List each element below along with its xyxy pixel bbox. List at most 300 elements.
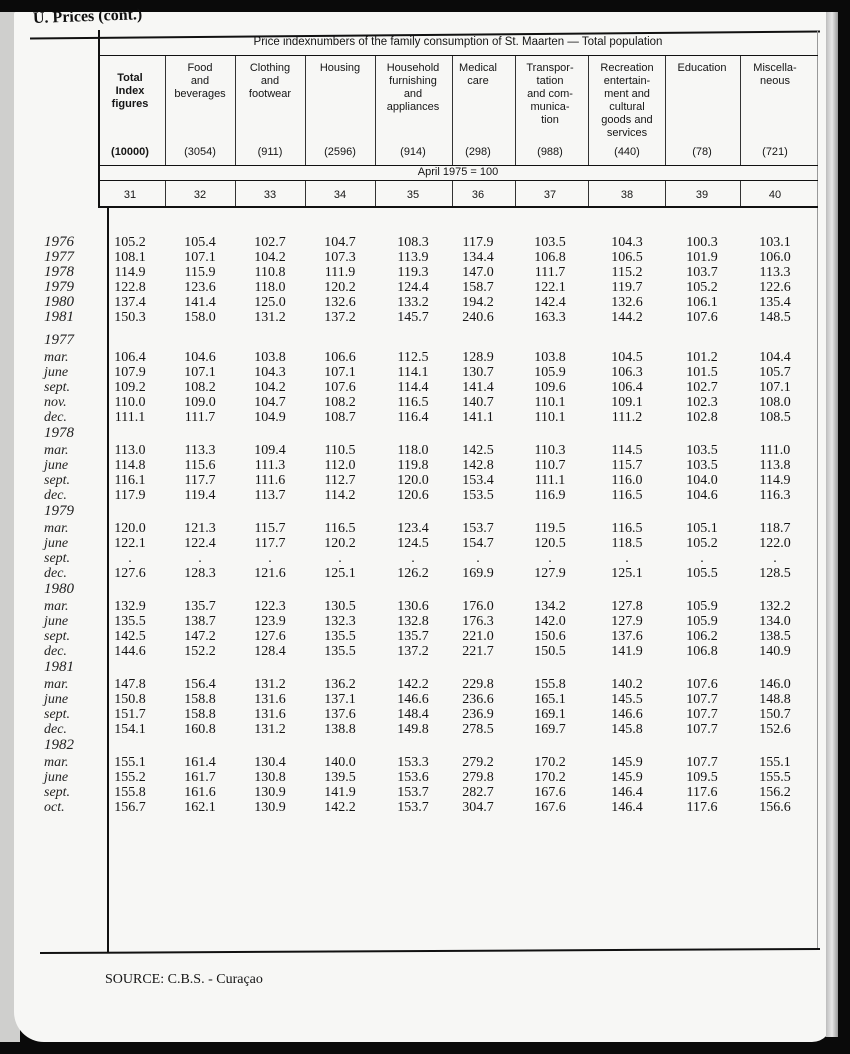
table-cell: 107.9 bbox=[114, 365, 146, 380]
table-cell: 104.9 bbox=[254, 410, 286, 425]
table-cell: 140.2 bbox=[611, 677, 643, 692]
table-cell: 116.4 bbox=[397, 410, 429, 425]
table-cell: 146.4 bbox=[611, 785, 643, 800]
page-edge bbox=[826, 12, 838, 1037]
table-cell: 135.7 bbox=[397, 629, 429, 644]
table-cell: 123.6 bbox=[184, 280, 216, 295]
column-weight: (298) bbox=[465, 146, 491, 158]
table-cell: 120.0 bbox=[397, 473, 429, 488]
table-cell: 132.3 bbox=[324, 614, 356, 629]
table-cell: 104.7 bbox=[254, 395, 286, 410]
table-cell: 142.5 bbox=[114, 629, 146, 644]
table-cell: 115.9 bbox=[184, 265, 216, 280]
table-cell: 106.8 bbox=[534, 250, 566, 265]
table-cell: . bbox=[338, 551, 342, 566]
table-cell: 176.3 bbox=[462, 614, 494, 629]
table-cell: 155.5 bbox=[759, 770, 791, 785]
table-cell: 122.6 bbox=[759, 280, 791, 295]
table-cell: 236.6 bbox=[462, 692, 494, 707]
table-cell: 107.1 bbox=[324, 365, 356, 380]
table-cell: 107.6 bbox=[686, 677, 718, 692]
table-cell: 109.0 bbox=[184, 395, 216, 410]
table-cell: 150.5 bbox=[534, 644, 566, 659]
table-cell: 104.6 bbox=[686, 488, 718, 503]
table-cell: 155.1 bbox=[759, 755, 791, 770]
base-note: April 1975 = 100 bbox=[417, 166, 499, 178]
year-label: 1978 bbox=[44, 425, 74, 441]
table-cell: 122.3 bbox=[254, 599, 286, 614]
table-cell: 120.0 bbox=[114, 521, 146, 536]
table-cell: 101.2 bbox=[686, 350, 718, 365]
table-cell: 117.7 bbox=[254, 536, 286, 551]
table-cell: 114.5 bbox=[611, 443, 643, 458]
year-label: 1982 bbox=[44, 737, 74, 753]
year-label: 1980 bbox=[44, 294, 74, 310]
row-label: mar. bbox=[44, 350, 69, 365]
table-cell: 121.6 bbox=[254, 566, 286, 581]
table-cell: 104.2 bbox=[254, 380, 286, 395]
source-note: SOURCE: C.B.S. - Curaçao bbox=[105, 972, 263, 987]
row-label: mar. bbox=[44, 599, 69, 614]
table-cell: 130.9 bbox=[254, 800, 286, 815]
table-cell: 153.5 bbox=[462, 488, 494, 503]
column-header: Food and beverages bbox=[174, 62, 226, 100]
table-cell: 120.2 bbox=[324, 280, 356, 295]
table-cell: 150.6 bbox=[534, 629, 566, 644]
table-cell: 114.9 bbox=[114, 265, 146, 280]
table-cell: 117.6 bbox=[686, 800, 718, 815]
table-cell: 151.7 bbox=[114, 707, 146, 722]
table-cell: 144.6 bbox=[114, 644, 146, 659]
row-label: dec. bbox=[44, 410, 67, 425]
table-cell: 116.3 bbox=[759, 488, 791, 503]
table-cell: 132.9 bbox=[114, 599, 146, 614]
table-cell: 115.7 bbox=[611, 458, 643, 473]
table-cell: 116.1 bbox=[114, 473, 146, 488]
table-cell: 142.5 bbox=[462, 443, 494, 458]
table-cell: 130.8 bbox=[254, 770, 286, 785]
table-cell: 112.5 bbox=[397, 350, 429, 365]
table-cell: 106.1 bbox=[686, 295, 718, 310]
column-weight: (3054) bbox=[184, 146, 216, 158]
table-cell: 105.5 bbox=[686, 566, 718, 581]
column-number: 39 bbox=[695, 189, 709, 201]
table-cell: 122.1 bbox=[114, 536, 146, 551]
column-number: 34 bbox=[333, 189, 347, 201]
row-label: june bbox=[44, 692, 69, 707]
row-label: dec. bbox=[44, 644, 67, 659]
row-label: oct. bbox=[44, 800, 65, 815]
table-cell: 152.2 bbox=[184, 644, 216, 659]
table-cell: 148.4 bbox=[397, 707, 429, 722]
table-cell: 167.6 bbox=[534, 800, 566, 815]
table-cell: 150.3 bbox=[114, 310, 146, 325]
table-cell: 240.6 bbox=[462, 310, 494, 325]
row-label: sept. bbox=[44, 551, 71, 566]
table-cell: 125.1 bbox=[611, 566, 643, 581]
table-cell: 167.6 bbox=[534, 785, 566, 800]
table-cell: 103.8 bbox=[254, 350, 286, 365]
table-cell: 105.9 bbox=[534, 365, 566, 380]
table-cell: 147.2 bbox=[184, 629, 216, 644]
table-cell: 111.9 bbox=[324, 265, 356, 280]
table-cell: 106.5 bbox=[611, 250, 643, 265]
table-cell: 161.7 bbox=[184, 770, 216, 785]
table-cell: 132.6 bbox=[611, 295, 643, 310]
table-cell: 115.6 bbox=[184, 458, 216, 473]
table-cell: 104.0 bbox=[686, 473, 718, 488]
table-cell: 146.6 bbox=[397, 692, 429, 707]
table-cell: 105.2 bbox=[114, 235, 146, 250]
table-cell: 105.2 bbox=[686, 536, 718, 551]
column-number: 31 bbox=[123, 189, 137, 201]
table-cell: 128.4 bbox=[254, 644, 286, 659]
table-cell: 131.2 bbox=[254, 310, 286, 325]
table-cell: 165.1 bbox=[534, 692, 566, 707]
table-cell: 158.7 bbox=[462, 280, 494, 295]
table-cell: . bbox=[476, 551, 480, 566]
table-cell: 153.3 bbox=[397, 755, 429, 770]
table-cell: 112.7 bbox=[324, 473, 356, 488]
table-cell: 104.3 bbox=[611, 235, 643, 250]
table-cell: 145.5 bbox=[611, 692, 643, 707]
table-cell: 112.0 bbox=[324, 458, 356, 473]
row-label: june bbox=[44, 458, 69, 473]
table-cell: 221.0 bbox=[462, 629, 494, 644]
column-number: 33 bbox=[263, 189, 277, 201]
table-cell: 132.6 bbox=[324, 295, 356, 310]
table-cell: 194.2 bbox=[462, 295, 494, 310]
table-cell: 137.4 bbox=[114, 295, 146, 310]
table-cell: 103.5 bbox=[534, 235, 566, 250]
table-cell: 113.9 bbox=[397, 250, 429, 265]
table-cell: 130.9 bbox=[254, 785, 286, 800]
table-cell: 108.2 bbox=[324, 395, 356, 410]
table-cell: 127.8 bbox=[611, 599, 643, 614]
table-cell: 140.9 bbox=[759, 644, 791, 659]
table-cell: 145.7 bbox=[397, 310, 429, 325]
table-cell: 138.5 bbox=[759, 629, 791, 644]
table-cell: 141.4 bbox=[184, 295, 216, 310]
table-cell: 131.6 bbox=[254, 692, 286, 707]
table-cell: 118.0 bbox=[254, 280, 286, 295]
column-header: Education bbox=[677, 62, 727, 74]
row-label: dec. bbox=[44, 488, 67, 503]
table-cell: 304.7 bbox=[462, 800, 494, 815]
table-cell: 155.2 bbox=[114, 770, 146, 785]
table-cell: . bbox=[548, 551, 552, 566]
table-cell: 150.8 bbox=[114, 692, 146, 707]
table-cell: 132.2 bbox=[759, 599, 791, 614]
column-weight: (78) bbox=[692, 146, 712, 158]
table-cell: 132.8 bbox=[397, 614, 429, 629]
table-cell: 102.7 bbox=[686, 380, 718, 395]
row-label: mar. bbox=[44, 755, 69, 770]
table-cell: 106.4 bbox=[114, 350, 146, 365]
row-label: june bbox=[44, 536, 69, 551]
row-label: sept. bbox=[44, 380, 71, 395]
table-cell: 120.6 bbox=[397, 488, 429, 503]
table-cell: 176.0 bbox=[462, 599, 494, 614]
column-header: Housing bbox=[319, 62, 361, 74]
row-label: june bbox=[44, 770, 69, 785]
table-cell: 162.1 bbox=[184, 800, 216, 815]
table-cell: 116.5 bbox=[611, 521, 643, 536]
table-cell: 155.1 bbox=[114, 755, 146, 770]
table-cell: 128.5 bbox=[759, 566, 791, 581]
column-header: Transpor- tation and com- munica- tion bbox=[526, 62, 574, 126]
column-number: 32 bbox=[193, 189, 207, 201]
table-cell: 110.1 bbox=[534, 395, 566, 410]
table-cell: 144.2 bbox=[611, 310, 643, 325]
table-cell: 119.7 bbox=[611, 280, 643, 295]
table-cell: 121.3 bbox=[184, 521, 216, 536]
column-weight: (914) bbox=[400, 146, 426, 158]
table-cell: . bbox=[625, 551, 629, 566]
table-cell: 103.5 bbox=[686, 458, 718, 473]
table-cell: 103.7 bbox=[686, 265, 718, 280]
table-cell: 114.1 bbox=[397, 365, 429, 380]
table-cell: 128.9 bbox=[462, 350, 494, 365]
table-cell: 110.0 bbox=[114, 395, 146, 410]
table-cell: 153.7 bbox=[397, 785, 429, 800]
table-cell: 156.4 bbox=[184, 677, 216, 692]
table-cell: 142.2 bbox=[397, 677, 429, 692]
table-cell: 119.5 bbox=[534, 521, 566, 536]
table-cell: 122.0 bbox=[759, 536, 791, 551]
table-cell: 124.4 bbox=[397, 280, 429, 295]
table-cell: 108.7 bbox=[324, 410, 356, 425]
table-cell: . bbox=[773, 551, 777, 566]
table-cell: 108.3 bbox=[397, 235, 429, 250]
table-cell: . bbox=[268, 551, 272, 566]
table-cell: 147.8 bbox=[114, 677, 146, 692]
table-cell: 155.8 bbox=[114, 785, 146, 800]
year-label: 1981 bbox=[44, 659, 74, 675]
table-cell: 147.0 bbox=[462, 265, 494, 280]
table-cell: 158.8 bbox=[184, 707, 216, 722]
table-cell: 114.2 bbox=[324, 488, 356, 503]
table-caption: Price indexnumbers of the family consumption of St. Maarten — Total population bbox=[253, 36, 663, 48]
table-cell: 134.4 bbox=[462, 250, 494, 265]
table-cell: 140.0 bbox=[324, 755, 356, 770]
table-cell: 145.9 bbox=[611, 755, 643, 770]
row-label: dec. bbox=[44, 566, 67, 581]
table-cell: 158.0 bbox=[184, 310, 216, 325]
table-cell: 148.8 bbox=[759, 692, 791, 707]
table-cell: 108.1 bbox=[114, 250, 146, 265]
table-cell: 278.5 bbox=[462, 722, 494, 737]
table-cell: 105.7 bbox=[759, 365, 791, 380]
table-cell: 221.7 bbox=[462, 644, 494, 659]
table-cell: 282.7 bbox=[462, 785, 494, 800]
table-cell: 160.8 bbox=[184, 722, 216, 737]
column-header: Total Index figures bbox=[111, 72, 149, 110]
table-cell: 107.6 bbox=[324, 380, 356, 395]
base-rule bbox=[98, 180, 818, 181]
table-cell: . bbox=[198, 551, 202, 566]
table-cell: 119.8 bbox=[397, 458, 429, 473]
table-cell: 114.8 bbox=[114, 458, 146, 473]
table-cell: 135.7 bbox=[184, 599, 216, 614]
table-cell: 109.4 bbox=[254, 443, 286, 458]
column-header: Miscella- neous bbox=[753, 62, 797, 87]
table-cell: 106.6 bbox=[324, 350, 356, 365]
row-label: sept. bbox=[44, 629, 71, 644]
table-cell: 113.7 bbox=[254, 488, 286, 503]
table-cell: 137.6 bbox=[611, 629, 643, 644]
table-cell: 170.2 bbox=[534, 770, 566, 785]
table-cell: 108.0 bbox=[759, 395, 791, 410]
table-cell: 153.6 bbox=[397, 770, 429, 785]
table-cell: 106.3 bbox=[611, 365, 643, 380]
table-cell: 229.8 bbox=[462, 677, 494, 692]
table-cell: 105.1 bbox=[686, 521, 718, 536]
table-cell: 107.6 bbox=[686, 310, 718, 325]
column-weight: (911) bbox=[257, 146, 283, 158]
table-cell: 119.3 bbox=[397, 265, 429, 280]
table-cell: 169.7 bbox=[534, 722, 566, 737]
table-cell: 104.4 bbox=[759, 350, 791, 365]
table-cell: 137.1 bbox=[324, 692, 356, 707]
table-cell: 107.7 bbox=[686, 707, 718, 722]
table-cell: 107.1 bbox=[759, 380, 791, 395]
column-header: Recreation entertain- ment and cultural goods and services bbox=[600, 62, 654, 139]
table-cell: 130.5 bbox=[324, 599, 356, 614]
table-cell: 135.5 bbox=[324, 644, 356, 659]
table-cell: 107.7 bbox=[686, 722, 718, 737]
row-label: mar. bbox=[44, 443, 69, 458]
table-cell: 118.7 bbox=[759, 521, 791, 536]
table-cell: 170.2 bbox=[534, 755, 566, 770]
table-cell: 169.1 bbox=[534, 707, 566, 722]
table-cell: 163.3 bbox=[534, 310, 566, 325]
column-weight: (721) bbox=[762, 146, 788, 158]
table-cell: 153.4 bbox=[462, 473, 494, 488]
table-cell: 120.2 bbox=[324, 536, 356, 551]
table-cell: 117.9 bbox=[462, 235, 494, 250]
table-cell: 105.9 bbox=[686, 614, 718, 629]
table-cell: 102.7 bbox=[254, 235, 286, 250]
table-cell: 110.1 bbox=[534, 410, 566, 425]
table-cell: 123.9 bbox=[254, 614, 286, 629]
table-cell: 148.5 bbox=[759, 310, 791, 325]
table-cell: 104.5 bbox=[611, 350, 643, 365]
table-cell: 113.3 bbox=[759, 265, 791, 280]
table-cell: 105.2 bbox=[686, 280, 718, 295]
table-cell: 279.2 bbox=[462, 755, 494, 770]
table-cell: 130.4 bbox=[254, 755, 286, 770]
year-label: 1977 bbox=[44, 332, 74, 348]
table-cell: 146.6 bbox=[611, 707, 643, 722]
table-cell: . bbox=[700, 551, 704, 566]
table-cell: 117.7 bbox=[184, 473, 216, 488]
table-cell: 136.2 bbox=[324, 677, 356, 692]
table-cell: 123.4 bbox=[397, 521, 429, 536]
table-cell: 109.6 bbox=[534, 380, 566, 395]
table-cell: 128.3 bbox=[184, 566, 216, 581]
table-cell: 101.5 bbox=[686, 365, 718, 380]
row-label: sept. bbox=[44, 785, 71, 800]
table-cell: 133.2 bbox=[397, 295, 429, 310]
column-weight: (2596) bbox=[324, 146, 356, 158]
section-title: U. Prices (cont.) bbox=[32, 6, 143, 27]
table-cell: 110.3 bbox=[534, 443, 566, 458]
table-cell: 145.8 bbox=[611, 722, 643, 737]
table-cell: 127.6 bbox=[114, 566, 146, 581]
table-cell: 115.7 bbox=[254, 521, 286, 536]
table-cell: 142.2 bbox=[324, 800, 356, 815]
row-label: june bbox=[44, 365, 69, 380]
table-cell: 156.7 bbox=[114, 800, 146, 815]
table-cell: 115.2 bbox=[611, 265, 643, 280]
table-cell: 135.4 bbox=[759, 295, 791, 310]
table-cell: 100.3 bbox=[686, 235, 718, 250]
table-cell: 106.8 bbox=[686, 644, 718, 659]
column-divider bbox=[588, 56, 589, 165]
header-left-border bbox=[98, 30, 100, 208]
column-number: 36 bbox=[471, 189, 485, 201]
header-bottom-rule bbox=[98, 206, 818, 208]
table-cell: 107.7 bbox=[686, 692, 718, 707]
year-label: 1978 bbox=[44, 264, 74, 280]
column-number: 35 bbox=[406, 189, 420, 201]
caption-rule bbox=[98, 55, 818, 56]
table-cell: 131.2 bbox=[254, 677, 286, 692]
table-cell: 117.6 bbox=[686, 785, 718, 800]
column-weight: (10000) bbox=[111, 146, 149, 158]
column-weight: (988) bbox=[537, 146, 563, 158]
table-cell: 142.4 bbox=[534, 295, 566, 310]
table-cell: 105.4 bbox=[184, 235, 216, 250]
table-cell: 109.2 bbox=[114, 380, 146, 395]
table-cell: 154.7 bbox=[462, 536, 494, 551]
table-cell: 141.1 bbox=[462, 410, 494, 425]
table-cell: 127.9 bbox=[534, 566, 566, 581]
table-cell: 126.2 bbox=[397, 566, 429, 581]
column-divider bbox=[588, 181, 589, 206]
table-cell: 108.2 bbox=[184, 380, 216, 395]
table-cell: 120.5 bbox=[534, 536, 566, 551]
table-cell: 101.9 bbox=[686, 250, 718, 265]
row-label: june bbox=[44, 614, 69, 629]
table-cell: 122.4 bbox=[184, 536, 216, 551]
table-cell: 122.1 bbox=[534, 280, 566, 295]
table-cell: 107.7 bbox=[686, 755, 718, 770]
table-cell: 142.0 bbox=[534, 614, 566, 629]
table-cell: 102.3 bbox=[686, 395, 718, 410]
table-cell: . bbox=[128, 551, 132, 566]
column-number: 37 bbox=[543, 189, 557, 201]
table-cell: 106.0 bbox=[759, 250, 791, 265]
table-cell: 103.8 bbox=[534, 350, 566, 365]
table-cell: 130.6 bbox=[397, 599, 429, 614]
table-cell: 104.6 bbox=[184, 350, 216, 365]
row-label: sept. bbox=[44, 707, 71, 722]
table-cell: 131.2 bbox=[254, 722, 286, 737]
column-header: Medical care bbox=[459, 62, 497, 87]
table-cell: 127.9 bbox=[611, 614, 643, 629]
year-label: 1979 bbox=[44, 503, 74, 519]
table-cell: 124.5 bbox=[397, 536, 429, 551]
table-cell: 114.9 bbox=[759, 473, 791, 488]
table-cell: 146.4 bbox=[611, 800, 643, 815]
column-weight: (440) bbox=[614, 146, 640, 158]
table-cell: 118.0 bbox=[397, 443, 429, 458]
table-cell: 103.5 bbox=[686, 443, 718, 458]
table-cell: 236.9 bbox=[462, 707, 494, 722]
table-cell: 107.1 bbox=[184, 250, 216, 265]
